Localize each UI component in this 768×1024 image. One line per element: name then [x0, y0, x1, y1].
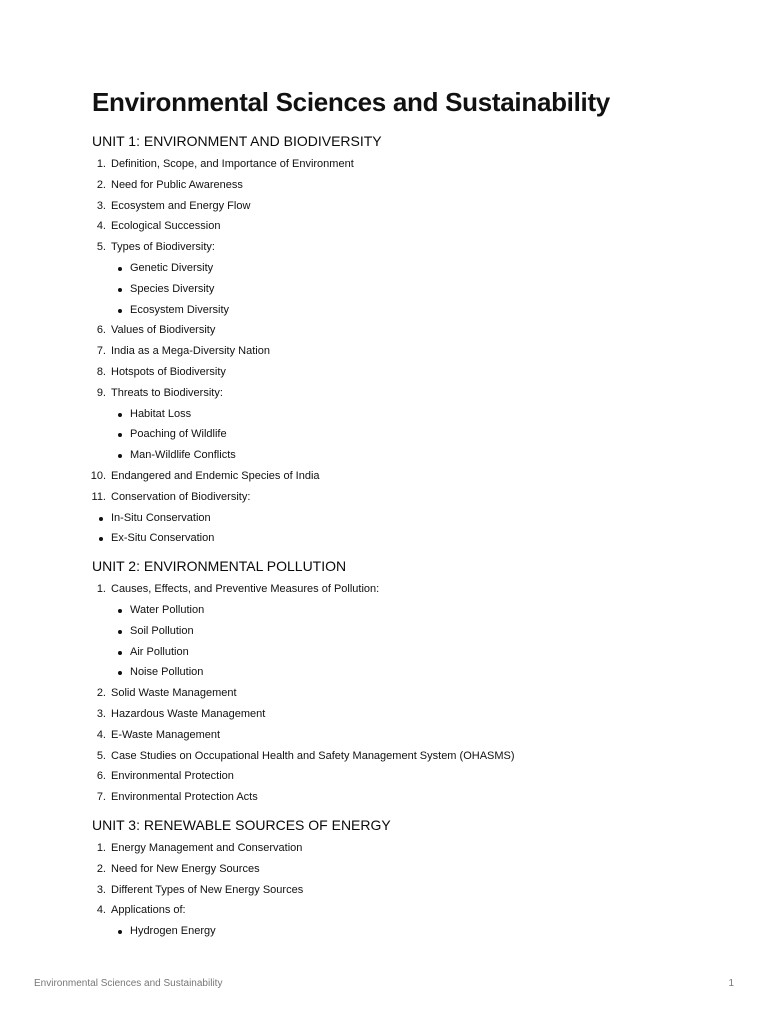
- list-item: [92, 237, 712, 320]
- list-item: [92, 320, 712, 341]
- list-item-number: 4.: [96, 220, 106, 233]
- list-item-text: Conservation of Biodiversity:: [111, 490, 251, 503]
- bullet-item: Ex-Situ Conservation: [92, 528, 712, 549]
- page-footer: [34, 977, 734, 991]
- bullet-item: In-Situ Conservation: [92, 508, 712, 529]
- list-item-number: 3.: [96, 199, 106, 212]
- numbered-list: [92, 154, 712, 508]
- list-item-number: 1.: [96, 841, 106, 854]
- list-item: [92, 725, 712, 746]
- list-item-number: 2.: [96, 862, 106, 875]
- bullet-item: Poaching of Wildlife: [111, 424, 712, 445]
- list-item-text: Definition, Scope, and Importance of Environment: [111, 158, 354, 170]
- list-item: [92, 487, 712, 508]
- list-item: [92, 704, 712, 725]
- list-item-number: 11.: [91, 490, 106, 503]
- list-item-text: Values of Biodiversity: [111, 324, 216, 337]
- bullet-item: Habitat Loss: [111, 404, 712, 425]
- bullet-item: Water Pollution: [111, 600, 712, 621]
- list-item-text: Need for Public Awareness: [111, 178, 243, 191]
- unit-section: [92, 816, 712, 942]
- list-item: [92, 216, 712, 237]
- list-item: [92, 880, 712, 901]
- units-container: [92, 132, 712, 942]
- list-item-number: 4.: [96, 904, 106, 917]
- list-item-text: India as a Mega-Diversity Nation: [111, 345, 270, 358]
- bullet-item: Genetic Diversity: [111, 258, 712, 279]
- list-item: [92, 154, 712, 175]
- list-item: [92, 859, 712, 880]
- list-item: [92, 383, 712, 466]
- unit-heading: UNIT 1: ENVIRONMENT AND BIODIVERSITY: [92, 133, 382, 149]
- bullet-item: Noise Pollution: [111, 662, 712, 683]
- list-item-number: 4.: [96, 728, 106, 741]
- list-item-text: Need for New Energy Sources: [111, 862, 260, 875]
- list-item-text: Different Types of New Energy Sources: [111, 883, 304, 896]
- list-item: [92, 175, 712, 196]
- list-item-number: 2.: [96, 178, 106, 191]
- list-item-number: 9.: [96, 386, 106, 399]
- list-item-text: Hazardous Waste Management: [111, 707, 266, 720]
- list-item-number: 8.: [96, 365, 106, 378]
- list-item: [92, 787, 712, 808]
- list-item: [92, 766, 712, 787]
- bullet-item: Air Pollution: [111, 642, 712, 663]
- list-item-text: Threats to Biodiversity:: [111, 386, 223, 399]
- list-item: [92, 579, 712, 683]
- list-item-text: Solid Waste Management: [111, 687, 237, 700]
- bullet-item: Hydrogen Energy: [111, 921, 712, 942]
- numbered-list: [92, 579, 712, 808]
- list-item: [92, 838, 712, 859]
- bullet-sublist: [111, 600, 712, 683]
- footer-title: Environmental Sciences and Sustainability: [34, 978, 223, 989]
- list-item: [92, 683, 712, 704]
- list-item-number: 1.: [96, 583, 106, 596]
- list-item-text: Ecosystem and Energy Flow: [111, 199, 251, 212]
- list-item: [92, 362, 712, 383]
- bullet-sublist: [111, 921, 712, 942]
- unit-heading: UNIT 2: ENVIRONMENTAL POLLUTION: [92, 558, 347, 575]
- list-item-number: 1.: [96, 158, 106, 170]
- list-item-number: 2.: [96, 687, 106, 700]
- list-item-text: Energy Management and Conservation: [111, 841, 303, 854]
- list-item-number: 3.: [96, 707, 106, 720]
- numbered-list: [92, 838, 712, 942]
- page-title: Environmental Sciences and Sustainability: [92, 87, 610, 117]
- list-item-number: 5.: [96, 749, 106, 762]
- list-item-text: Case Studies on Occupational Health and Safety Management System (OHASMS): [111, 749, 515, 762]
- list-item-text: Ecological Succession: [111, 220, 221, 233]
- list-item-text: Environmental Protection Acts: [111, 791, 258, 804]
- bullet-item: Species Diversity: [111, 279, 712, 300]
- list-item-number: 6.: [96, 770, 106, 783]
- list-item-number: 10.: [90, 469, 106, 482]
- bullet-item: Man-Wildlife Conflicts: [111, 445, 712, 466]
- bullet-list: [92, 508, 712, 550]
- list-item-text: Hotspots of Biodiversity: [111, 365, 226, 378]
- footer-page-number: 1: [728, 978, 734, 989]
- unit-section: [92, 132, 712, 549]
- list-item-number: 7.: [96, 345, 106, 358]
- list-item-text: Causes, Effects, and Preventive Measures of Pollution:: [111, 583, 380, 596]
- bullet-item: Soil Pollution: [111, 621, 712, 642]
- list-item: [92, 746, 712, 767]
- list-item-text: Types of Biodiversity:: [111, 241, 215, 254]
- list-item: [92, 900, 712, 942]
- bullet-item: Ecosystem Diversity: [111, 300, 712, 321]
- list-item-text: Environmental Protection: [111, 770, 234, 783]
- list-item: [92, 196, 712, 217]
- unit-section: [92, 557, 712, 808]
- list-item-number: 3.: [96, 883, 106, 896]
- document-page: [92, 86, 712, 950]
- unit-heading: UNIT 3: RENEWABLE SOURCES OF ENERGY: [92, 816, 391, 833]
- list-item-text: Applications of:: [111, 904, 186, 917]
- list-item-number: 7.: [96, 791, 106, 804]
- bullet-sublist: [111, 404, 712, 466]
- bullet-sublist: [111, 258, 712, 320]
- list-item: [92, 466, 712, 487]
- list-item-number: 5.: [96, 241, 106, 254]
- list-item: [92, 341, 712, 362]
- list-item-number: 6.: [96, 324, 106, 337]
- list-item-text: Endangered and Endemic Species of India: [111, 469, 320, 482]
- list-item-text: E-Waste Management: [111, 728, 221, 741]
